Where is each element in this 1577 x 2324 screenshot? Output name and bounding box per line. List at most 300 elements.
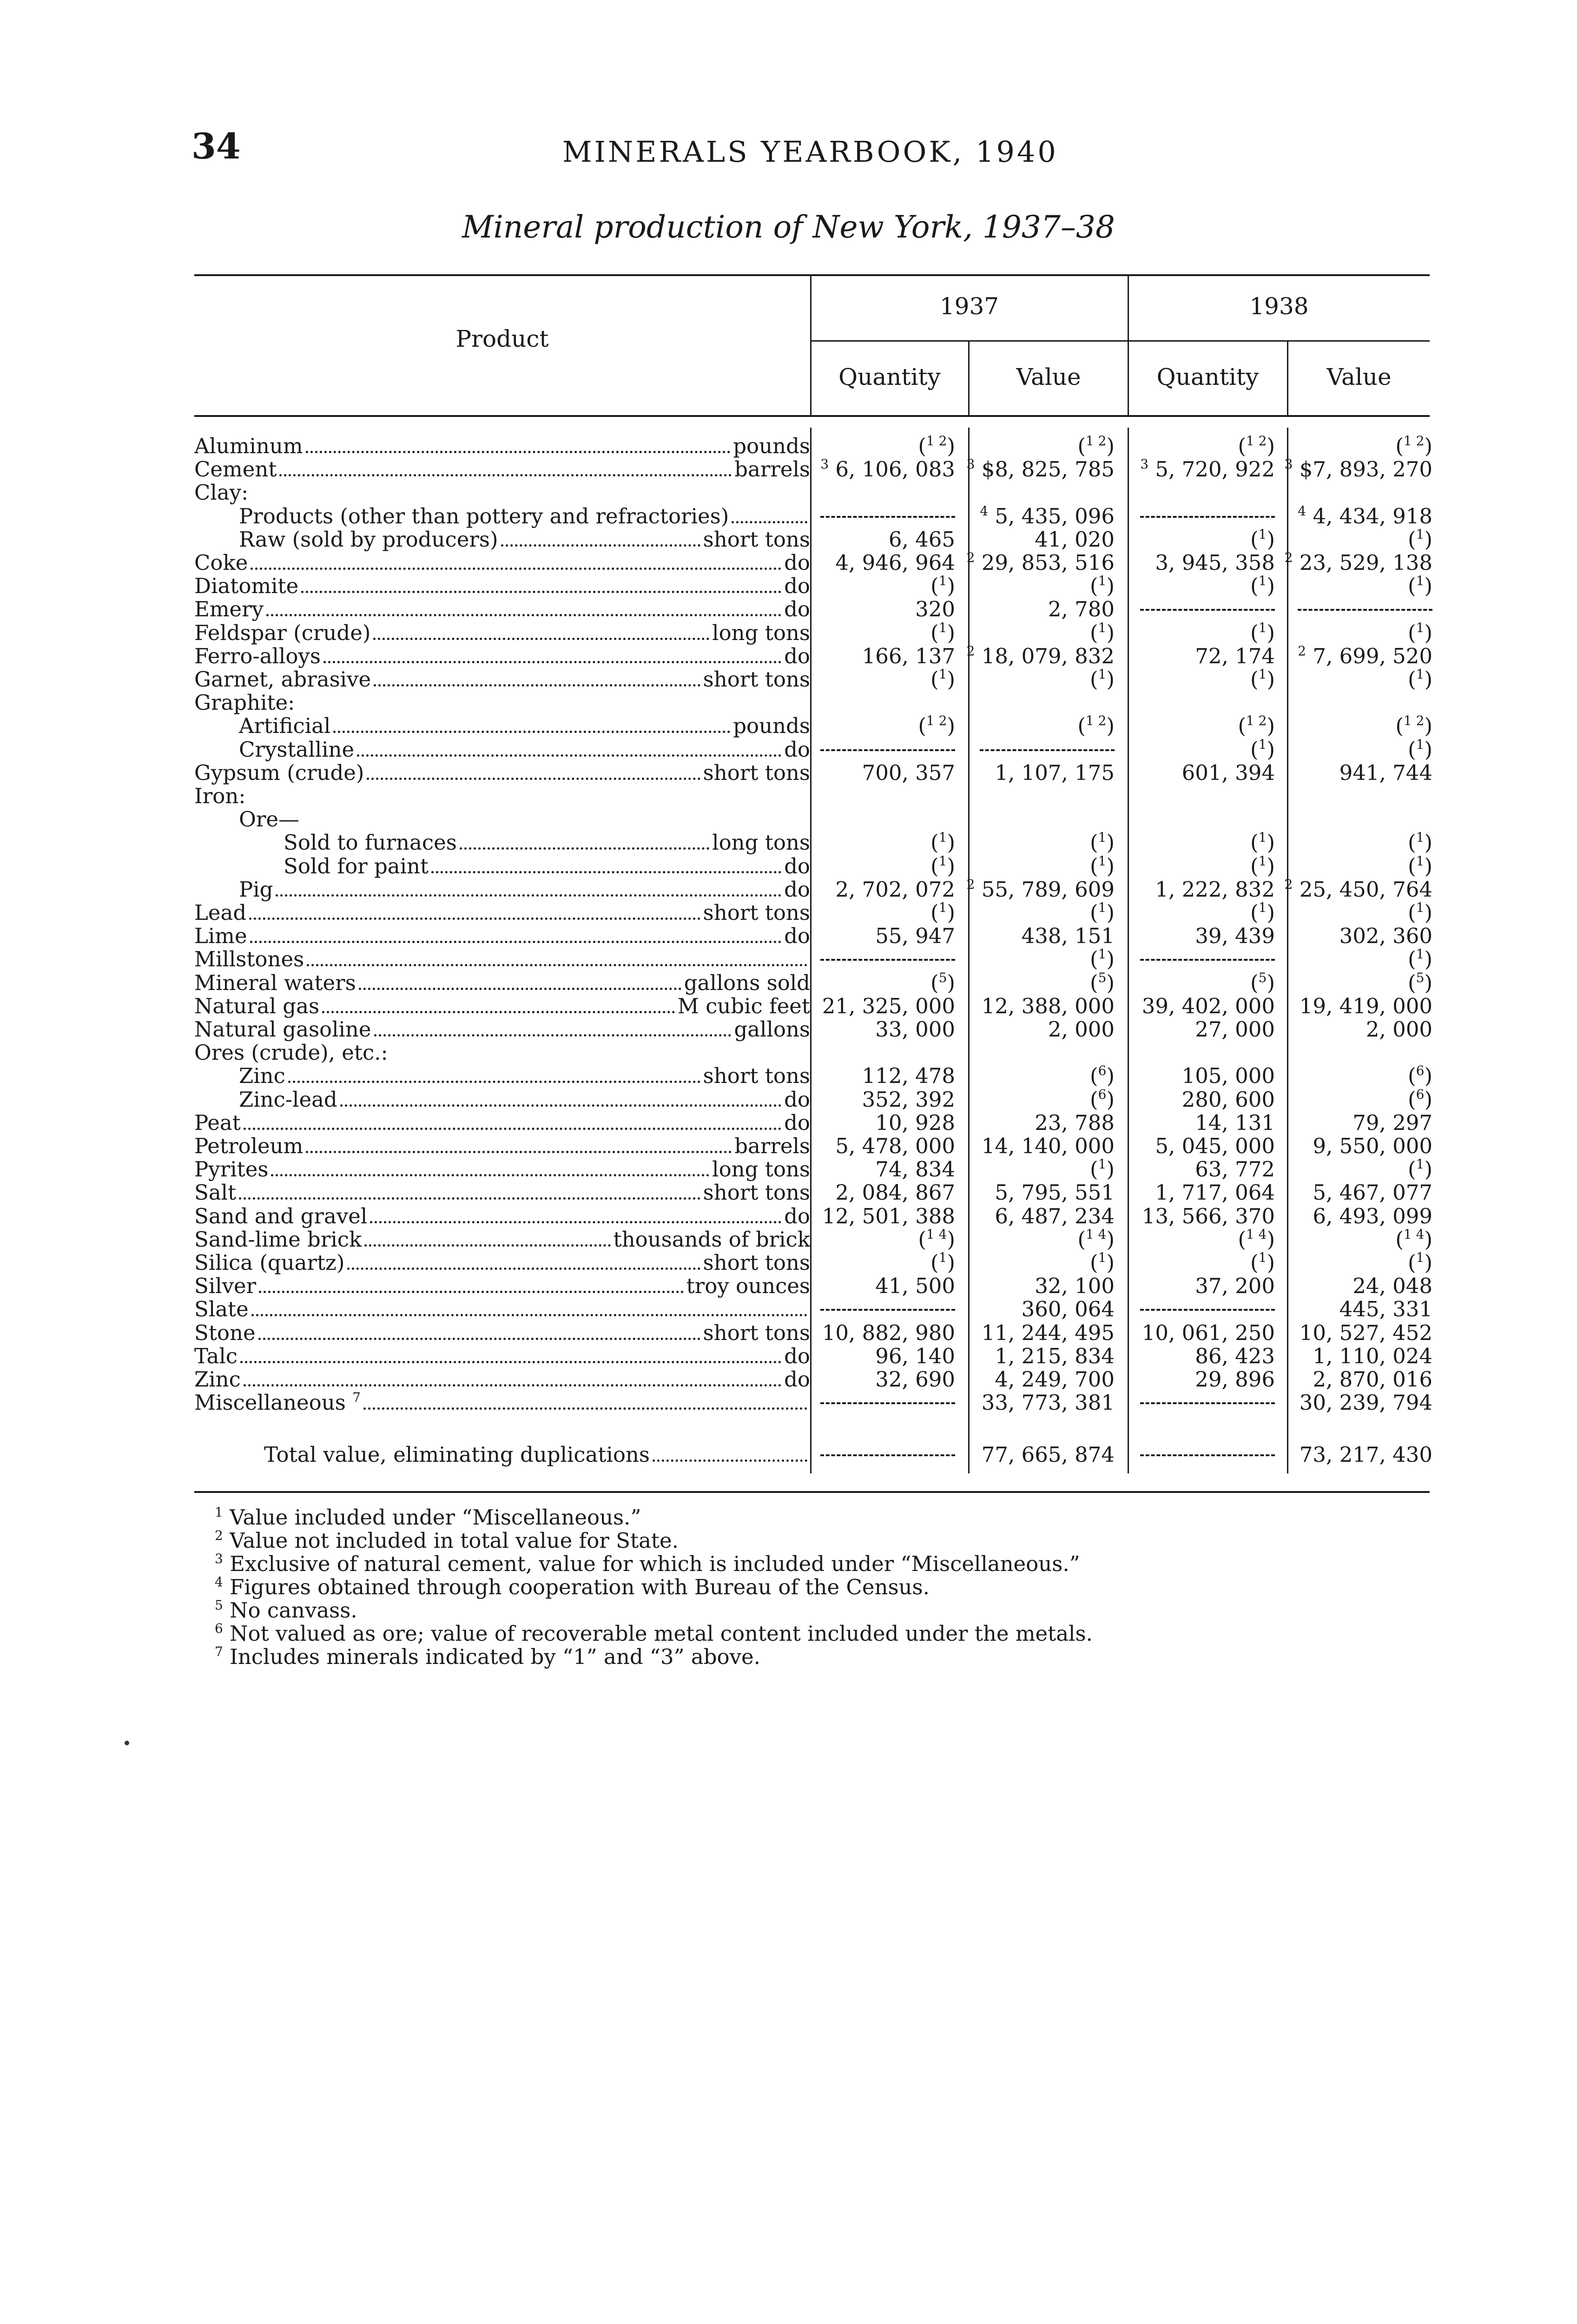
table-title: Mineral production of New York, 1937–38 — [462, 209, 1115, 245]
unit: do — [784, 574, 810, 598]
value-1937: 1, 215, 834 — [995, 1343, 1115, 1368]
dot-leader — [250, 931, 782, 943]
quantity-1937: 352, 392 — [862, 1087, 955, 1112]
product-name: Slate — [194, 1298, 249, 1321]
unit: barrels — [734, 458, 810, 482]
dot-leader — [501, 534, 700, 547]
footnote: $^2$ Value not included in total value for State. — [215, 1528, 679, 1553]
product-name: Graphite: — [194, 691, 295, 715]
quantity-1937: 10, 882, 980 — [822, 1320, 955, 1345]
table-row — [0, 855, 1577, 878]
value-1938: 5, 467, 077 — [1313, 1180, 1432, 1205]
quantity-1938: 3, 945, 358 — [1155, 550, 1275, 575]
quantity-1938: 39, 439 — [1195, 924, 1275, 949]
value-1938: 2, 000 — [1366, 1017, 1432, 1042]
table-row — [0, 1018, 1577, 1041]
quantity-1938: ($^1$) — [1250, 1250, 1275, 1275]
table-row — [0, 948, 1577, 971]
unit: do — [784, 644, 810, 668]
row-label — [194, 1251, 810, 1274]
dot-leader — [239, 1187, 700, 1200]
value-1937: ($^1$) — [1090, 573, 1115, 599]
table-row — [0, 901, 1577, 924]
product-name: Diatomite — [194, 574, 299, 598]
unit: do — [784, 1088, 810, 1111]
value-1938: 2, 870, 016 — [1313, 1367, 1432, 1392]
value-1938: $^2$ 23, 529, 138 — [1284, 550, 1432, 575]
product-name: Natural gasoline — [194, 1018, 371, 1041]
total-label — [194, 1443, 810, 1466]
quantity-1937: 6, 465 — [888, 527, 955, 552]
value-1937: ($^6$) — [1090, 1086, 1115, 1112]
row-label — [194, 598, 810, 621]
value-1938: $^2$ 25, 450, 764 — [1284, 876, 1432, 902]
value-1938: 79, 297 — [1353, 1110, 1432, 1135]
row-label — [194, 924, 810, 948]
table-row — [0, 1088, 1577, 1111]
row-label — [194, 1274, 810, 1298]
table-row — [0, 598, 1577, 621]
quantity-1937: 166, 137 — [862, 643, 955, 668]
dot-leader — [363, 1397, 807, 1410]
product-name: Feldspar (crude) — [194, 621, 371, 645]
table-row — [0, 691, 1577, 714]
value-1938: ($^6$) — [1408, 1086, 1432, 1112]
quantity-1937: ($^1$) — [930, 1250, 955, 1275]
table-row — [0, 528, 1577, 551]
value-1937: ($^1$) — [1090, 853, 1115, 878]
quantity-1938: 1, 222, 832 — [1155, 877, 1275, 902]
product-name: Sand-lime brick — [194, 1228, 362, 1251]
dot-leader — [370, 1211, 781, 1223]
table-row — [0, 574, 1577, 598]
product-name: Sold to furnaces — [284, 831, 457, 855]
quantity-1938: ($^1$) — [1250, 853, 1275, 878]
table-row — [0, 551, 1577, 574]
quantity-1937: ($^{1 2}$) — [918, 433, 955, 458]
dot-leader — [340, 1094, 781, 1107]
dot-leader — [357, 744, 781, 757]
dot-leader — [373, 627, 709, 640]
row-label — [194, 574, 810, 598]
footnote: $^1$ Value included under “Miscellaneous.” — [215, 1505, 641, 1530]
product-name: Garnet, abrasive — [194, 668, 371, 691]
quantity-1938: 13, 566, 370 — [1142, 1203, 1275, 1228]
footnote: $^4$ Figures obtained through cooperation with Bureau of the Census. — [215, 1574, 930, 1599]
quantity-1938: 1, 717, 064 — [1155, 1180, 1275, 1205]
unit: gallons sold — [684, 971, 810, 995]
value-1938: 9, 550, 000 — [1313, 1134, 1432, 1158]
quantity-1938: 86, 423 — [1195, 1343, 1275, 1368]
product-name: Crystalline — [239, 738, 355, 761]
total-value-1937: 77, 665, 874 — [981, 1442, 1115, 1467]
row-label — [194, 435, 810, 458]
table-row — [0, 831, 1577, 854]
row-label — [194, 1368, 810, 1391]
dot-leader — [301, 581, 781, 593]
row-label — [194, 1135, 810, 1158]
table-row — [0, 481, 1577, 504]
product-name: Cement — [194, 458, 277, 482]
header-year-1938: 1938 — [1249, 293, 1309, 320]
product-name: Peat — [194, 1111, 241, 1135]
unit: barrels — [734, 1135, 810, 1158]
quantity-1938: 29, 896 — [1195, 1367, 1275, 1392]
unit: do — [784, 1368, 810, 1391]
value-1938: ($^1$) — [1408, 946, 1432, 972]
quantity-1937: 2, 702, 072 — [835, 877, 955, 902]
quantity-1937: ($^1$) — [930, 830, 955, 855]
quantity-1938: ($^1$) — [1250, 573, 1275, 599]
total-value-1938: 73, 217, 430 — [1299, 1442, 1432, 1467]
unit: do — [784, 1111, 810, 1135]
table-row — [0, 1274, 1577, 1298]
row-label — [194, 738, 810, 761]
quantity-1938: 14, 131 — [1195, 1110, 1275, 1135]
row-label — [194, 971, 810, 995]
value-1938: ($^1$) — [1408, 900, 1432, 925]
table-row — [0, 714, 1577, 738]
header-quantity-1938: Quantity — [1156, 363, 1259, 390]
total-quantity-1938 — [1140, 1443, 1275, 1456]
value-1938: $^3$ $7, 893, 270 — [1284, 456, 1432, 482]
quantity-1937: ($^{1 4}$) — [918, 1226, 955, 1252]
quantity-1938: ($^1$) — [1250, 526, 1275, 552]
value-1938: ($^{1 2}$) — [1395, 433, 1432, 458]
quantity-1938 — [1140, 948, 1275, 961]
quantity-1937: 32, 690 — [875, 1367, 955, 1392]
header-bottom-rule — [194, 415, 1430, 417]
row-label — [194, 855, 810, 878]
value-1937: 33, 773, 381 — [981, 1390, 1115, 1415]
product-name: Sand and gravel — [194, 1204, 368, 1228]
value-1938: ($^6$) — [1408, 1063, 1432, 1089]
row-label — [194, 1228, 810, 1251]
value-1937: 14, 140, 000 — [981, 1134, 1115, 1158]
dot-leader — [359, 977, 681, 990]
quantity-1938 — [1140, 1298, 1275, 1311]
dot-leader — [307, 954, 807, 966]
table-bottom-rule — [194, 1491, 1430, 1493]
value-1938: $^2$ 7, 699, 520 — [1298, 643, 1432, 668]
quantity-1937: ($^1$) — [930, 620, 955, 645]
quantity-1938 — [1140, 1391, 1275, 1404]
value-1937: $^4$ 5, 435, 096 — [980, 503, 1115, 528]
quantity-1938: ($^1$) — [1250, 667, 1275, 692]
table-row — [0, 1041, 1577, 1064]
row-label — [194, 691, 810, 714]
header-year-1937: 1937 — [939, 293, 999, 320]
product-name: Sold for paint — [284, 854, 429, 878]
quantity-1938: ($^1$) — [1250, 736, 1275, 762]
dot-leader — [288, 1070, 700, 1083]
total-quantity-1937 — [820, 1443, 955, 1456]
unit: short tons — [703, 668, 810, 691]
row-label — [194, 1064, 810, 1088]
row-label — [194, 481, 810, 504]
quantity-1937: 33, 000 — [875, 1017, 955, 1042]
table-row — [0, 1111, 1577, 1135]
value-1938: ($^5$) — [1408, 970, 1432, 995]
quantity-1938: ($^1$) — [1250, 620, 1275, 645]
quantity-1937: ($^1$) — [930, 900, 955, 925]
row-label — [194, 551, 810, 574]
product-name: Clay: — [194, 481, 249, 505]
quantity-1937: 96, 140 — [875, 1343, 955, 1368]
row-label — [194, 528, 810, 551]
row-label — [194, 645, 810, 668]
footnote: $^7$ Includes minerals indicated by “1” and “3” above. — [215, 1644, 760, 1669]
product-name: Millstones — [194, 948, 304, 971]
quantity-1938: ($^{1 2}$) — [1238, 713, 1275, 739]
quantity-1937 — [820, 1391, 955, 1404]
row-label — [194, 901, 810, 924]
row-label — [194, 505, 810, 528]
value-1937: ($^{1 2}$) — [1077, 433, 1115, 458]
quantity-1937: 74, 834 — [875, 1157, 955, 1182]
header-quantity-1937: Quantity — [838, 363, 941, 390]
product-name: Ore— — [239, 808, 300, 832]
product-name: Mineral waters — [194, 971, 356, 995]
product-name: Natural gas — [194, 994, 320, 1018]
table-row — [0, 435, 1577, 458]
table-row — [0, 1228, 1577, 1251]
quantity-1937: 5, 478, 000 — [835, 1134, 955, 1158]
value-1938: ($^{1 4}$) — [1395, 1226, 1432, 1252]
dot-leader — [347, 1257, 700, 1270]
dot-leader — [374, 1024, 732, 1037]
unit: short tons — [703, 528, 810, 551]
dot-leader — [374, 674, 700, 687]
value-1937: 2, 000 — [1048, 1017, 1115, 1042]
table-row — [0, 785, 1577, 808]
dot-leader — [323, 651, 781, 663]
value-1938: 19, 419, 000 — [1299, 993, 1432, 1018]
value-1937: $^2$ 18, 079, 832 — [966, 643, 1115, 668]
table-row — [0, 878, 1577, 901]
unit: pounds — [733, 435, 810, 458]
value-1937: ($^1$) — [1090, 667, 1115, 692]
value-1938: ($^1$) — [1408, 853, 1432, 878]
product-name: Pig — [239, 878, 273, 901]
unit: short tons — [703, 901, 810, 924]
value-1937: $^2$ 55, 789, 609 — [966, 876, 1115, 902]
dot-leader — [259, 1281, 683, 1293]
product-name: Silica (quartz) — [194, 1251, 345, 1274]
value-1938: ($^1$) — [1408, 1156, 1432, 1182]
value-1937: 5, 795, 551 — [995, 1180, 1115, 1205]
dot-leader — [367, 767, 700, 780]
value-1937: 41, 020 — [1035, 527, 1115, 552]
quantity-1937: 12, 501, 388 — [822, 1203, 955, 1228]
value-1938: ($^1$) — [1408, 526, 1432, 552]
product-name: Talc — [194, 1344, 238, 1368]
value-1938: 30, 239, 794 — [1299, 1390, 1432, 1415]
quantity-1937: 21, 325, 000 — [822, 993, 955, 1018]
value-1937: 23, 788 — [1035, 1110, 1115, 1135]
quantity-1938 — [1140, 505, 1275, 518]
dot-leader — [279, 464, 732, 476]
row-label — [194, 621, 810, 645]
value-1938: 10, 527, 452 — [1299, 1320, 1432, 1345]
year-subrule — [811, 340, 1430, 342]
value-1937: 11, 244, 495 — [981, 1320, 1115, 1345]
product-name: Coke — [194, 551, 248, 574]
row-label — [194, 668, 810, 691]
unit: do — [784, 598, 810, 621]
product-name: Zinc-lead — [239, 1088, 337, 1111]
value-1937: 12, 388, 000 — [981, 993, 1115, 1018]
table-row — [0, 1251, 1577, 1274]
row-label — [194, 948, 810, 971]
quantity-1938: 63, 772 — [1195, 1157, 1275, 1182]
dot-leader — [431, 861, 781, 873]
row-label — [194, 1321, 810, 1345]
total-text: Total value, eliminating duplications — [264, 1443, 650, 1466]
unit: short tons — [703, 1064, 810, 1088]
product-name: Salt — [194, 1181, 237, 1205]
value-1937: ($^{1 2}$) — [1077, 713, 1115, 739]
quantity-1938: ($^1$) — [1250, 900, 1275, 925]
table-row — [0, 808, 1577, 831]
value-1937: ($^{1 4}$) — [1077, 1226, 1115, 1252]
value-1937: ($^1$) — [1090, 900, 1115, 925]
unit: short tons — [703, 1321, 810, 1345]
row-label — [194, 1158, 810, 1181]
value-1938: 1, 110, 024 — [1313, 1343, 1432, 1368]
dot-leader — [276, 884, 781, 897]
table-row — [0, 621, 1577, 645]
product-name: Lead — [194, 901, 247, 924]
product-name: Miscellaneous $^7$ — [194, 1391, 361, 1415]
unit: do — [784, 878, 810, 901]
dot-leader — [240, 1351, 781, 1363]
table-row — [0, 668, 1577, 691]
value-1938: 941, 744 — [1339, 760, 1432, 785]
footnote: $^3$ Exclusive of natural cement, value for which is included under “Miscellaneous.” — [215, 1551, 1080, 1576]
table-row — [0, 1321, 1577, 1345]
quantity-1937: 2, 084, 867 — [835, 1180, 955, 1205]
quantity-1937: 4, 946, 964 — [835, 550, 955, 575]
table-row — [0, 1205, 1577, 1228]
value-1937: ($^1$) — [1090, 830, 1115, 855]
quantity-1937: 55, 947 — [875, 924, 955, 949]
dot-leader — [266, 604, 781, 616]
quantity-1937: ($^1$) — [930, 853, 955, 878]
value-1937: ($^5$) — [1090, 970, 1115, 995]
value-1938: ($^1$) — [1408, 830, 1432, 855]
product-name: Ores (crude), etc.: — [194, 1041, 388, 1065]
value-1938: 6, 493, 099 — [1313, 1203, 1432, 1228]
row-label — [194, 808, 810, 831]
dot-leader — [653, 1449, 807, 1462]
product-name: Emery — [194, 598, 264, 621]
unit: long tons — [712, 1158, 810, 1182]
row-label — [194, 1205, 810, 1228]
table-row — [0, 738, 1577, 761]
value-1937: 32, 100 — [1035, 1274, 1115, 1299]
row-label — [194, 1041, 810, 1064]
unit: do — [784, 924, 810, 948]
quantity-1938: ($^{1 2}$) — [1238, 433, 1275, 458]
row-label — [194, 878, 810, 901]
print-speck — [125, 1741, 129, 1745]
unit: do — [784, 854, 810, 878]
table-row — [0, 645, 1577, 668]
dot-leader — [732, 511, 807, 523]
unit: do — [784, 551, 810, 574]
dot-leader — [249, 907, 700, 920]
value-1938: ($^1$) — [1408, 667, 1432, 692]
table-row — [0, 1158, 1577, 1181]
quantity-1938: ($^1$) — [1250, 830, 1275, 855]
row-label — [194, 1298, 810, 1321]
value-1938: $^4$ 4, 434, 918 — [1298, 503, 1432, 528]
value-1937: 1, 107, 175 — [995, 760, 1115, 785]
quantity-1937: 41, 500 — [875, 1274, 955, 1299]
quantity-1938: 37, 200 — [1195, 1274, 1275, 1299]
quantity-1937 — [820, 738, 955, 751]
quantity-1938: 5, 045, 000 — [1155, 1134, 1275, 1158]
page-number: 34 — [191, 125, 241, 167]
value-1937: 360, 064 — [1021, 1297, 1115, 1322]
product-name: Iron: — [194, 785, 246, 808]
dot-leader — [244, 1374, 781, 1386]
row-label — [194, 1181, 810, 1204]
header-value-1937: Value — [1016, 363, 1081, 390]
table-row — [0, 1181, 1577, 1204]
row-label — [194, 761, 810, 785]
quantity-1937 — [820, 505, 955, 518]
table-row — [0, 505, 1577, 528]
unit: troy ounces — [686, 1274, 810, 1298]
quantity-1938: 10, 061, 250 — [1142, 1320, 1275, 1345]
dot-leader — [306, 1141, 732, 1153]
table-row — [0, 458, 1577, 481]
unit: short tons — [703, 761, 810, 785]
value-1938: 302, 360 — [1339, 924, 1432, 949]
quantity-1938: 39, 402, 000 — [1142, 993, 1275, 1018]
value-1938: 445, 331 — [1339, 1297, 1432, 1322]
product-name: Products (other than pottery and refractories) — [239, 504, 729, 528]
quantity-1937: 320 — [915, 597, 955, 622]
unit: short tons — [703, 1181, 810, 1205]
unit: do — [784, 1344, 810, 1368]
quantity-1937: ($^5$) — [930, 970, 955, 995]
value-1937: $^3$ $8, 825, 785 — [966, 456, 1115, 482]
table-row — [0, 761, 1577, 785]
unit: gallons — [734, 1018, 810, 1041]
quantity-1938: 280, 600 — [1181, 1087, 1275, 1112]
header-product: Product — [455, 325, 549, 352]
value-1937: ($^1$) — [1090, 1250, 1115, 1275]
value-1938: ($^1$) — [1408, 1250, 1432, 1275]
header-value-1938: Value — [1326, 363, 1392, 390]
unit: pounds — [733, 714, 810, 738]
dot-leader — [258, 1327, 700, 1340]
quantity-1937 — [820, 1298, 955, 1311]
value-1938: ($^1$) — [1408, 736, 1432, 762]
footnote: $^5$ No canvass. — [215, 1598, 357, 1623]
quantity-1938: 72, 174 — [1195, 643, 1275, 668]
quantity-1938: 27, 000 — [1195, 1017, 1275, 1042]
value-1937: ($^1$) — [1090, 1156, 1115, 1182]
product-name: Lime — [194, 924, 247, 948]
dot-leader — [460, 837, 709, 850]
quantity-1937: $^3$ 6, 106, 083 — [820, 456, 955, 482]
product-name: Petroleum — [194, 1135, 304, 1158]
quantity-1937: 112, 478 — [862, 1063, 955, 1089]
